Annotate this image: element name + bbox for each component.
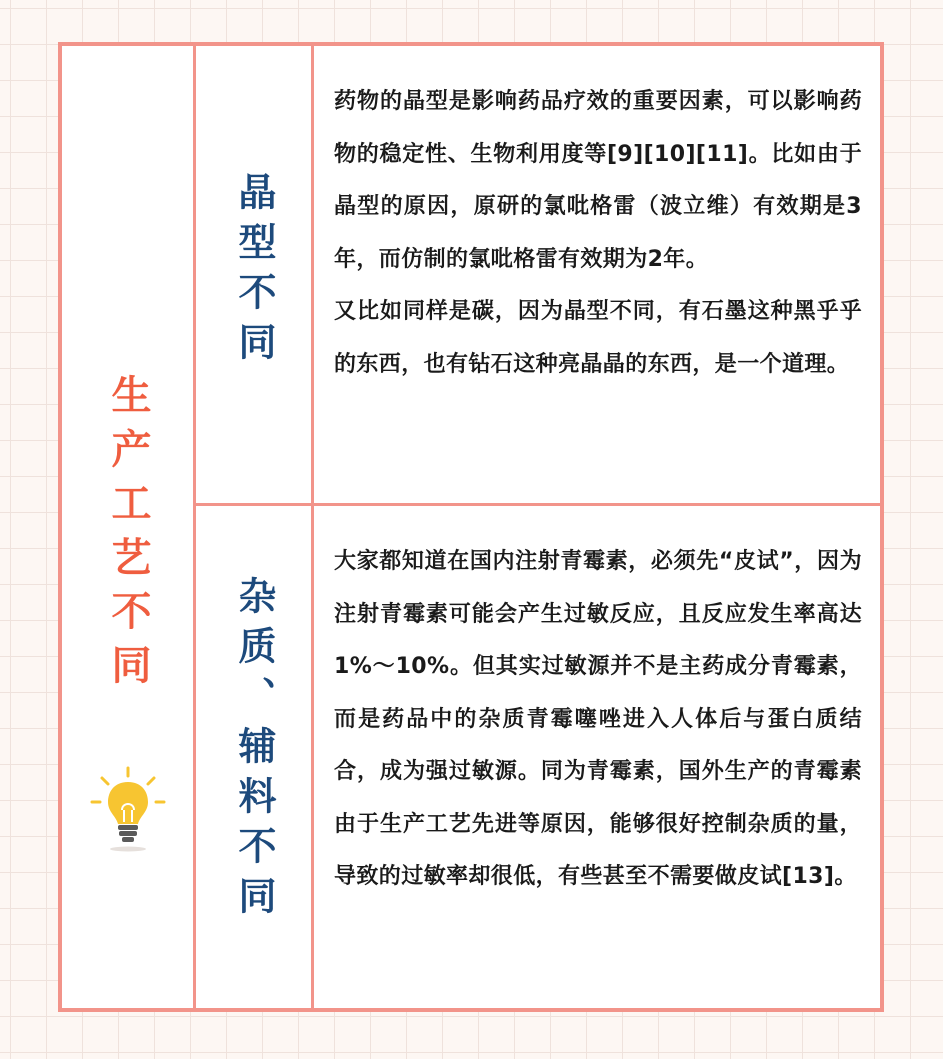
lightbulb-icon	[88, 764, 168, 854]
row-label-crystal: 晶型不同	[232, 172, 276, 372]
comparison-table	[58, 42, 884, 1012]
row-label-impurity: 杂质、辅料不同	[232, 576, 276, 926]
paragraph: 又比如同样是碳，因为晶型不同，有石墨这种黑乎乎的东西，也有钻石这种亮晶晶的东西，是一个道理。	[334, 299, 862, 377]
row-text-crystal	[314, 76, 880, 391]
paragraph: 大家都知道在国内注射青霉素，必须先“皮试”，因为注射青霉素可能会产生过敏反应，且反应发生率高达1%～10%。但其实过敏源并不是主药成分青霉素，而是药品中的杂质青霉噻唑进入人体后与蛋白质结合，成为强过敏源。同为青霉素，国外生产的青霉素由于生产工艺先进等原因，能够很好控制杂质的量，导致的过敏率却很低，有些甚至不需要做皮试[13]。	[334, 549, 862, 889]
category-column	[62, 46, 193, 1008]
paragraph: 药物的晶型是影响药品疗效的重要因素，可以影响药物的稳定性、生物利用度等[9][10][11]。比如由于晶型的原因，原研的氯吡格雷（波立维）有效期是3年，而仿制的氯吡格雷有效期为2年。	[334, 89, 862, 272]
row-text-impurity	[314, 536, 880, 904]
row-label-cell-impurity	[196, 506, 311, 1008]
row-label-cell-crystal	[196, 46, 311, 503]
category-title: 生产工艺不同	[105, 374, 151, 698]
